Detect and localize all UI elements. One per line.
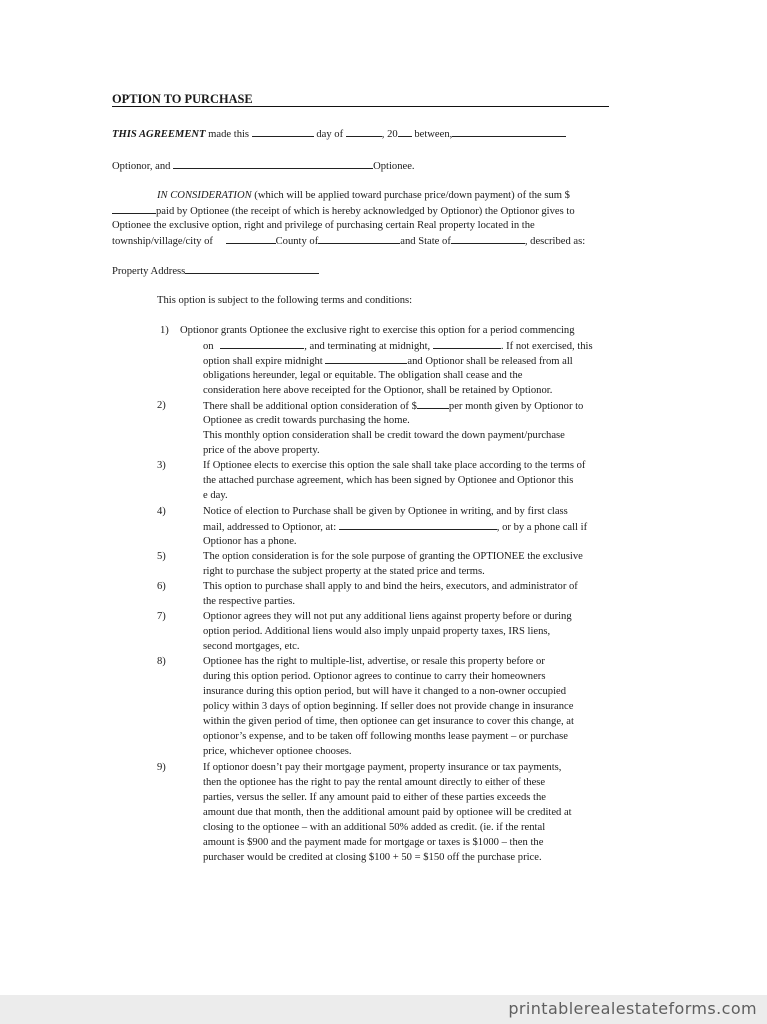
sum-blank[interactable]: [112, 203, 156, 214]
state-blank[interactable]: [451, 233, 525, 244]
footer-watermark[interactable]: printablerealestateforms.com: [508, 999, 757, 1018]
terminating-date-blank[interactable]: [433, 338, 501, 349]
item-5-line-1: The option consideration is for the sole purpose of granting the OPTIONEE the exclusive: [203, 551, 583, 562]
item-5-line-2: right to purchase the subject property at the stated price and terms.: [203, 566, 485, 577]
item-1-line-1: Optionor grants Optionee the exclusive right to exercise this option for a period commencing: [180, 325, 575, 336]
optionee-name-blank[interactable]: [173, 158, 373, 169]
item-2-number: 2): [157, 400, 166, 411]
item-3-number: 3): [157, 460, 166, 471]
item-8-line-3: insurance during this option period, but will have it changed to a non-owner occupied: [203, 686, 567, 697]
item-2-line-4: price of the above property.: [203, 445, 320, 456]
item-1-number: 1): [160, 325, 169, 336]
item-1-line-3: option shall expire midnight and Optionor shall be released from all: [203, 353, 573, 369]
item-8-line-5: within the given period of time, then optionee can get insurance to cover this change, at: [203, 716, 574, 727]
consideration-line-4: township/village/city of County of and State of , described as:: [112, 233, 585, 249]
item-4-line-3: Optionor has a phone.: [203, 536, 297, 547]
item-1-line-2: on , and terminating at midnight, . If not exercised, this: [203, 338, 593, 354]
terms-intro: This option is subject to the following terms and conditions:: [157, 295, 413, 306]
optionee-line: Optionor, and Optionee.: [112, 158, 415, 174]
item-8-line-6: optionor’s expense, and to be taken off following months lease payment – or purchase: [203, 731, 569, 742]
date-month-blank[interactable]: [346, 126, 382, 137]
item-7-line-2: option period. Additional liens would also imply unpaid property taxes, IRS liens,: [203, 626, 551, 637]
date-year-blank[interactable]: [398, 126, 412, 137]
document-title: OPTION TO PURCHASE: [112, 92, 253, 106]
commencing-date-blank[interactable]: [220, 338, 304, 349]
item-4-line-2: mail, addressed to Optionor, at: , or by a phone call if: [203, 519, 587, 535]
optionor-name-blank[interactable]: [452, 126, 566, 137]
item-9-line-1: If optionor doesn’t pay their mortgage payment, property insurance or tax payments,: [203, 762, 562, 773]
agreement-line: THIS AGREEMENT made this day of , 20 between,: [112, 126, 566, 142]
township-blank[interactable]: [226, 233, 276, 244]
item-4-number: 4): [157, 506, 166, 517]
property-address-line: [112, 263, 319, 279]
item-2-line-1: There shall be additional option consideration of $ per month given by Optionor to: [203, 398, 583, 414]
item-9-line-4: amount due that month, then the additional amount paid by optionee will be credited at: [203, 807, 572, 818]
item-1-line-5: consideration here above receipted for the Optionor, shall be retained by Optionor.: [203, 385, 553, 396]
item-3-line-2: the attached purchase agreement, which has been signed by Optionee and Optionor this: [203, 475, 574, 486]
item-4-line-1: Notice of election to Purchase shall be given by Optionee in writing, and by first class: [203, 506, 568, 517]
item-9-line-5: closing to the optionee – with an additional 50% added as credit. (ie. if the rental: [203, 822, 546, 833]
item-6-line-1: This option to purchase shall apply to and bind the heirs, executors, and administrator of: [203, 581, 578, 592]
item-7-number: 7): [157, 611, 166, 622]
item-3-line-1: If Optionee elects to exercise this option the sale shall take place according to the terms of: [203, 460, 586, 471]
title-underline: [112, 106, 609, 107]
item-5-number: 5): [157, 551, 166, 562]
consideration-line-2: paid by Optionee (the receipt of which is hereby acknowledged by Optionor) the Optionor gives to: [112, 203, 575, 219]
item-9-line-3: parties, versus the seller. If any amount paid to either of these parties exceeds the: [203, 792, 546, 803]
item-7-line-3: second mortgages, etc.: [203, 641, 300, 652]
property-address-label: Property Address: [112, 266, 186, 277]
item-8-line-1: Optionee has the right to multiple-list, advertise, or resale this property before or: [203, 656, 545, 667]
item-9-line-6: amount is $900 and the payment made for mortgage or taxes is $1000 – then the: [203, 837, 544, 848]
item-6-number: 6): [157, 581, 166, 592]
date-day-blank[interactable]: [252, 126, 314, 137]
optionor-address-blank[interactable]: [339, 519, 497, 530]
monthly-amount-blank[interactable]: [417, 398, 449, 409]
item-2-line-2: Optionee as credit towards purchasing the home.: [203, 415, 410, 426]
expire-date-blank[interactable]: [325, 353, 407, 364]
agreement-lead: THIS AGREEMENT: [112, 129, 206, 140]
item-8-line-4: policy within 3 days of option beginning. If seller does not provide change in insurance: [203, 701, 574, 712]
property-address-blank[interactable]: [185, 263, 319, 274]
footer-bar: [0, 995, 767, 1024]
consideration-line-1: IN CONSIDERATION (which will be applied toward purchase price/down payment) of the sum $: [157, 190, 570, 201]
item-6-line-2: the respective parties.: [203, 596, 296, 607]
item-1-line-4: obligations hereunder, legal or equitable. The obligation shall cease and the: [203, 370, 523, 381]
county-blank[interactable]: [318, 233, 400, 244]
item-7-line-1: Optionor agrees they will not put any additional liens against property before or during: [203, 611, 572, 622]
item-8-line-7: price, whichever optionee chooses.: [203, 746, 352, 757]
consideration-line-3: Optionee the exclusive option, right and privilege of purchasing certain Real property located in the: [112, 220, 535, 231]
item-3-line-3: e day.: [203, 490, 228, 501]
item-9-line-2: then the optionee has the right to pay the rental amount directly to either of these: [203, 777, 546, 788]
item-9-number: 9): [157, 762, 166, 773]
item-9-line-7: purchaser would be credited at closing $100 + 50 = $150 off the purchase price.: [203, 852, 542, 863]
item-8-number: 8): [157, 656, 166, 667]
item-8-line-2: during this option period. Optionor agrees to continue to carry their homeowners: [203, 671, 546, 682]
item-2-line-3: This monthly option consideration shall be credit toward the down payment/purchase: [203, 430, 565, 441]
